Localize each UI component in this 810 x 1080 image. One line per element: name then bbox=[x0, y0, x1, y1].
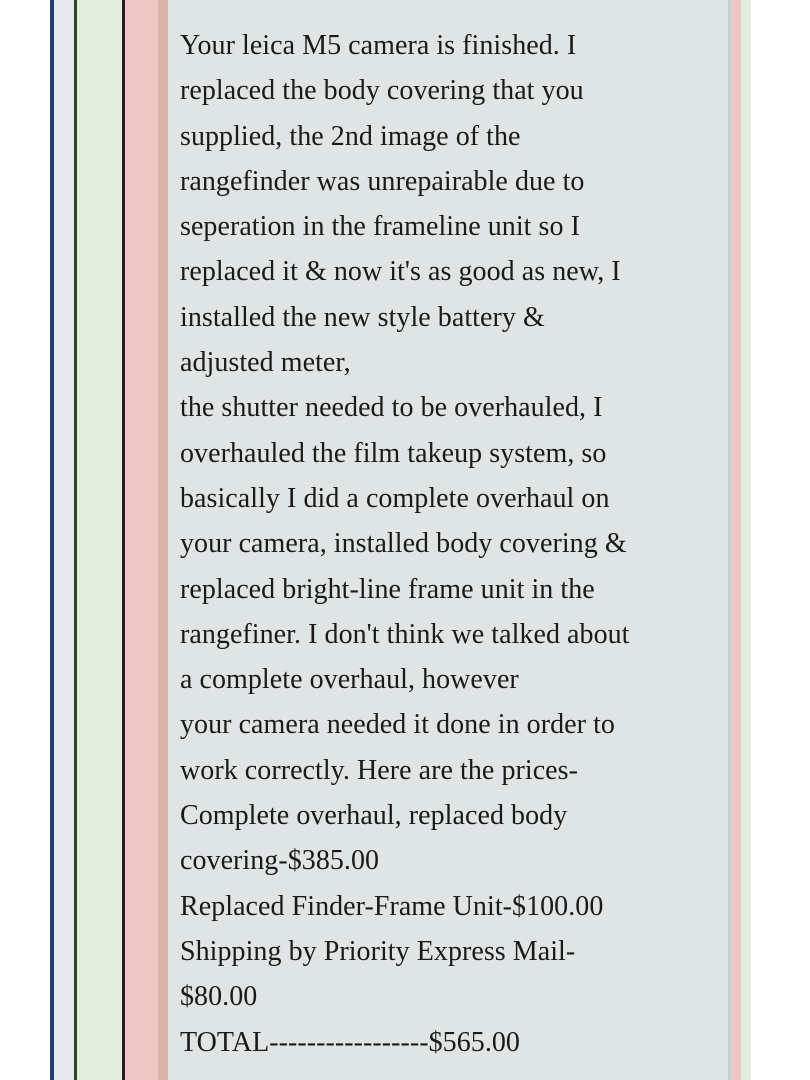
message-line: the shutter needed to be overhauled, I bbox=[180, 392, 603, 424]
quote-bar-level-4 bbox=[158, 0, 168, 1080]
message-line: Shipping by Priority Express Mail- bbox=[180, 935, 576, 967]
quote-fill-level-2 bbox=[77, 0, 122, 1080]
message-line: adjusted meter, bbox=[180, 347, 351, 379]
page-margin-right bbox=[751, 0, 810, 1080]
page-margin-left bbox=[0, 0, 50, 1080]
message-line: rangefinder was unrepairable due to bbox=[180, 165, 585, 197]
message-line: Complete overhaul, replaced body bbox=[180, 800, 568, 832]
message-line: supplied, the 2nd image of the bbox=[180, 120, 521, 152]
message-line: your camera needed it done in order to bbox=[180, 709, 615, 741]
message-line: covering-$385.00 bbox=[180, 845, 380, 877]
quote-fill-level-3 bbox=[125, 0, 158, 1080]
message-text[interactable] bbox=[180, 23, 720, 1065]
message-line: installed the new style battery & bbox=[180, 301, 545, 333]
message-line: seperation in the frameline unit so I bbox=[180, 211, 580, 243]
message-line: $80.00 bbox=[180, 981, 258, 1013]
message-line: work correctly. Here are the prices- bbox=[180, 754, 578, 786]
message-line: replaced it & now it's as good as new, I bbox=[180, 256, 621, 288]
message-line: overhauled the film takeup system, so bbox=[180, 437, 607, 469]
message-line: your camera, installed body covering & bbox=[180, 528, 627, 560]
message-line-total: TOTAL-----------------$565.00 bbox=[180, 1026, 520, 1058]
message-line: Your leica M5 camera is finished. I bbox=[180, 30, 577, 61]
message-line: replaced the body covering that you bbox=[180, 75, 584, 107]
message-line: basically I did a complete overhaul on bbox=[180, 482, 610, 514]
quote-fill-right-level-2 bbox=[741, 0, 751, 1080]
message-line: a complete overhaul, however bbox=[180, 664, 519, 696]
message-line: rangefiner. I don't think we talked about bbox=[180, 618, 630, 650]
quote-fill-right-level-3 bbox=[731, 0, 741, 1080]
quote-fill-level-1 bbox=[54, 0, 74, 1080]
message-line: replaced bright-line frame unit in the bbox=[180, 573, 595, 605]
message-line: Replaced Finder-Frame Unit-$100.00 bbox=[180, 890, 604, 922]
